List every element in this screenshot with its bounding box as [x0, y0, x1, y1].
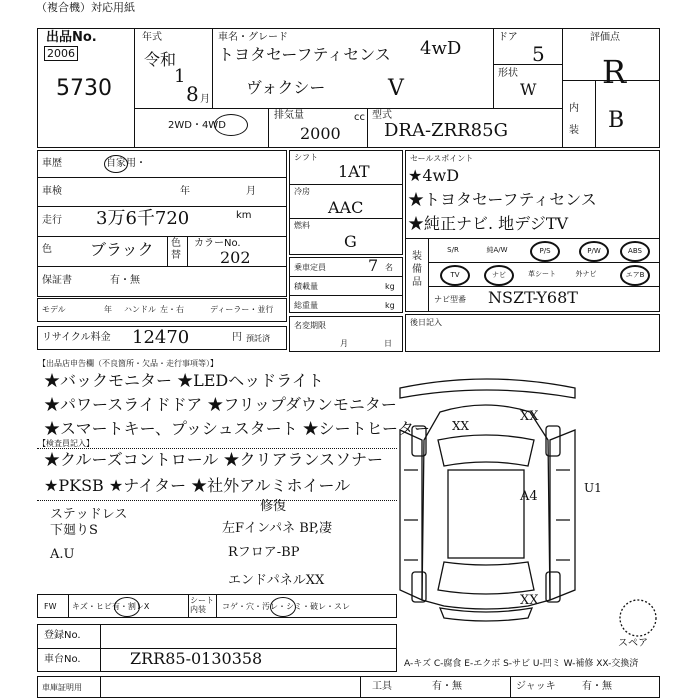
- seat-circle-mark: [270, 597, 296, 617]
- year-label: 年式: [142, 32, 162, 43]
- chassis-value: ZRR85-0130358: [130, 649, 263, 668]
- color-no-label: カラーNo.: [194, 238, 241, 249]
- sales-point-2: ★トヨタセーフティセンス: [408, 190, 597, 209]
- recycle-deposit: 預託済: [246, 334, 270, 343]
- recycle-unit: 円: [232, 332, 242, 343]
- inspection-year: 年: [180, 186, 190, 197]
- color-no-value: 202: [220, 248, 251, 267]
- gross-weight-unit: kg: [385, 301, 395, 310]
- lot-year-stamp: 2006: [44, 46, 78, 61]
- equip-leather: 革シート: [528, 270, 556, 278]
- diagram-mark-right: U1: [584, 481, 602, 495]
- equip-ext-navi: 外ナビ: [575, 270, 597, 278]
- cert-label: 車庫証明用: [42, 683, 82, 692]
- drive-options: 2WD・4WD: [168, 120, 226, 131]
- checker-line-1: ★クルーズコントロール ★クリアランスソナー: [44, 450, 384, 469]
- shape-value: W: [520, 80, 537, 99]
- diagram-mark-rear: XX: [520, 593, 539, 608]
- lot-number: 5730: [56, 76, 112, 101]
- checker-right-3: Rフロア-BP: [228, 545, 300, 560]
- mileage-label: 走行: [42, 215, 62, 226]
- ac-label: 冷房: [294, 187, 310, 196]
- equip-tv: TV: [440, 265, 470, 286]
- equip-navi: ナビ: [484, 265, 514, 286]
- checker-right-4: エンドパネルXX: [228, 573, 325, 588]
- change-date-label: 名変期限: [294, 321, 326, 330]
- shape-label: 形状: [498, 68, 518, 79]
- after-check-label: 後日記入: [410, 318, 442, 327]
- model-year-label: モデル: [42, 305, 66, 314]
- fw-desc: キズ・ヒビ有・割レX: [72, 602, 150, 611]
- model-name: トヨタセーフティセンス: [218, 45, 391, 64]
- checker-right-2: 左Fインパネ BP,凄: [222, 521, 333, 536]
- repaint-label: 色替: [171, 238, 181, 261]
- displacement-value: 2000: [300, 124, 341, 143]
- registration-label: 登録No.: [44, 630, 81, 641]
- checker-header: 【検査員記入】: [38, 439, 94, 448]
- sales-label: セールスポイント: [410, 154, 474, 163]
- load-unit: kg: [385, 282, 395, 291]
- gross-weight-label: 総重量: [294, 301, 318, 310]
- checker-left-2: 下廻りS: [50, 523, 98, 538]
- equipment-label: 装備品: [412, 251, 422, 288]
- chassis-label: 車台No.: [44, 654, 81, 665]
- model-label: 車名・グレード: [218, 32, 288, 43]
- capacity-label: 乗車定員: [294, 263, 326, 272]
- checker-line-2: ★PKSB ★ナイター ★社外アルミホイール: [44, 476, 351, 495]
- jack-label: ジャッキ: [516, 681, 556, 692]
- year-era: 令和: [144, 50, 177, 69]
- mileage-unit: km: [236, 210, 252, 221]
- type-value: DRA-ZRR85G: [384, 120, 508, 141]
- type-label: 型式: [372, 110, 392, 121]
- fuel-label: 燃料: [294, 221, 310, 230]
- diagram-mark-roof: A4: [520, 489, 538, 504]
- doors-value: 5: [532, 42, 545, 66]
- spare-label: スペア: [618, 638, 648, 649]
- equip-abs: ABS: [620, 241, 650, 262]
- checker-right-1: 修復: [260, 499, 287, 514]
- doors-label: ドア: [498, 32, 518, 43]
- rating-score: R: [602, 53, 627, 91]
- tools-value: 有・無: [432, 681, 462, 692]
- checker-left-3: A.U: [50, 547, 75, 562]
- inspection-label: 車検: [42, 186, 62, 197]
- handle-label: ハンドル: [124, 305, 156, 314]
- mileage-value: 3万6千720: [96, 208, 190, 229]
- handle-value: 左・右: [160, 305, 184, 314]
- ac-value: AAC: [328, 198, 364, 217]
- bottom-row: [37, 676, 660, 698]
- nav-model-label: ナビ型番: [434, 295, 466, 304]
- dealer-label: ディーラー・並行: [210, 305, 274, 314]
- diagram-mark-front-left: XX: [452, 419, 470, 433]
- year-month-unit: 月: [200, 94, 210, 105]
- tools-label: 工具: [372, 681, 392, 692]
- diagram-mark-front: XX: [520, 409, 539, 424]
- fuel-value: G: [344, 232, 357, 251]
- transmission-value: 1AT: [338, 162, 370, 181]
- model-grade-name: ヴォクシー: [246, 78, 326, 97]
- load-label: 積載量: [294, 282, 318, 291]
- transmission-label: シフト: [294, 153, 318, 162]
- fw-label: FW: [44, 602, 57, 611]
- seat-desc: コゲ・穴・汚レ・シミ・破レ・スレ: [222, 602, 350, 611]
- notes-line-3: ★スマートキー、プッシュスタート ★シートヒーター: [44, 419, 431, 438]
- sales-point-3: ★純正ナビ. 地デジTV: [408, 214, 569, 233]
- change-month: 月: [340, 339, 348, 348]
- color-value: ブラック: [90, 240, 154, 259]
- seat-label: シート内装: [190, 596, 214, 614]
- sales-point-1: ★4wD: [408, 166, 460, 185]
- change-day: 日: [384, 339, 392, 348]
- history-label: 車歴: [42, 158, 62, 169]
- jack-value: 有・無: [582, 681, 612, 692]
- year-month: 8: [186, 82, 199, 106]
- warranty-label: 保証書: [42, 275, 72, 286]
- fw-circle-mark: [114, 597, 140, 617]
- model-drive: 4wD: [420, 38, 462, 59]
- notes-line-2: ★パワースライドドア ★フリップダウンモニター: [44, 395, 397, 414]
- year-value: 1: [174, 66, 186, 87]
- recycle-value: 12470: [132, 327, 190, 348]
- rating-label: 評価点: [590, 32, 620, 43]
- interior-label: 内装: [569, 103, 579, 136]
- equip-alloy: 純A/W: [486, 246, 508, 254]
- checker-left-1: ステッドレス: [50, 507, 128, 522]
- capacity-value: 7: [368, 256, 379, 275]
- inspection-month: 月: [246, 186, 256, 197]
- legend-text: A-キズ C-腐食 E-エクボ S-サビ U-凹ミ W-補修 XX-交換済: [404, 659, 639, 669]
- color-label: 色: [42, 244, 52, 255]
- cc-unit: cc: [354, 112, 365, 123]
- interior-score: B: [608, 108, 625, 133]
- equip-airbag: エアB: [620, 265, 650, 286]
- recycle-label: リサイクル料金: [42, 332, 111, 343]
- model-grade: V: [388, 76, 404, 101]
- warranty-value: 有・無: [110, 275, 140, 286]
- notes-line-1: ★バックモニター ★LEDヘッドライト: [44, 371, 324, 390]
- history-options: 自家用・: [106, 158, 146, 169]
- equip-pw: P/W: [579, 241, 609, 262]
- equip-ps: P/S: [530, 241, 560, 262]
- model-year-unit: 年: [104, 305, 112, 314]
- equip-sr: S/R: [447, 246, 459, 254]
- notes-header: 【出品店申告欄（不良箇所・欠品・走行事項等）】: [38, 359, 218, 368]
- header-text: （複合機）対応用紙: [36, 1, 135, 14]
- lot-label: 出品No.: [46, 30, 97, 45]
- nav-model-value: NSZT-Y68T: [488, 288, 578, 307]
- displacement-label: 排気量: [274, 110, 304, 121]
- capacity-unit: 名: [385, 263, 393, 272]
